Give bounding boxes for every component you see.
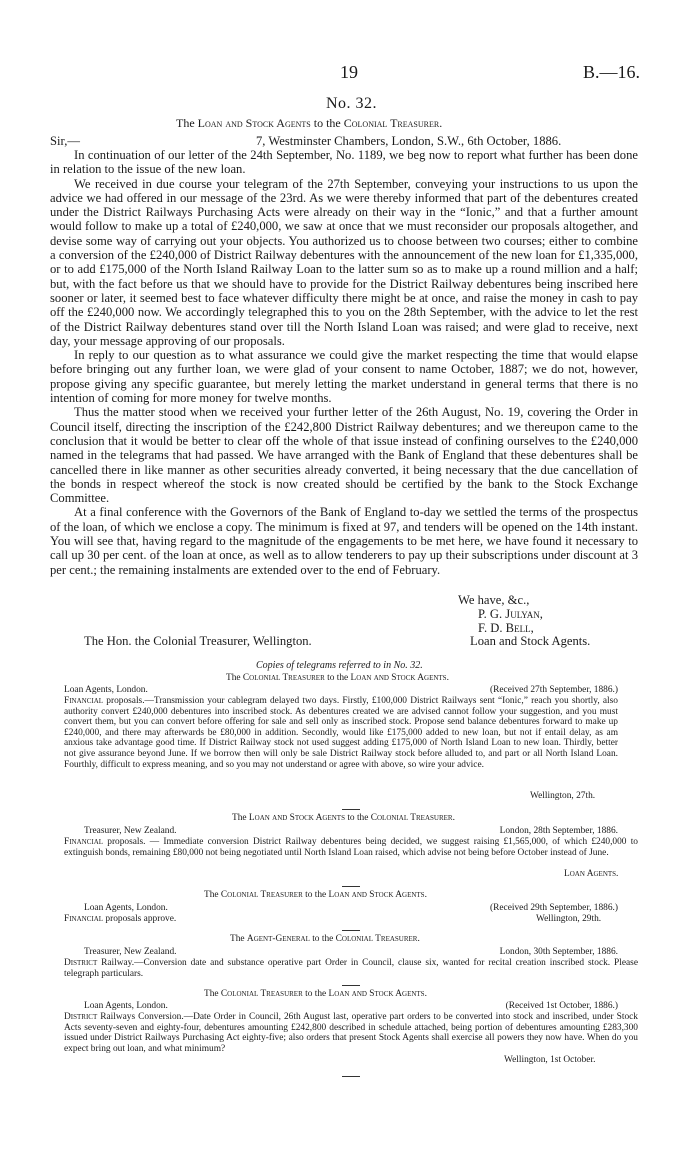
telegram-body: District Railways Conversion.—Date Order in Council, 26th August last, operative part orders to be converted into stock and inscribed, under Stock Acts seventy-seven and eighty-four, debentures amounting £242,800 described in schedule attached, being portion of debentures amounting £283,300 issued under District Railways Purchasing Act eighty-five; also orders that present Stock Agents shall exercise all powers they now have. When do you expect bring out loan, and what minimum? [64,1012,638,1054]
paragraph: At a final conference with the Governors of the Bank of England to-day we settled the terms of the prospectus of the loan, of which we enclose a copy. The minimum is fixed at 97, and tenders will be opened on the 14th instant. You will see that, having regard to the magnitude of the engagements to be met here, we have found it necessary to call up 30 per cent. of the loan at once, as well as to allow tenderers to pay up their subscriptions under discount at 3 per cent.; the remaining instalments are extended over to the end of February. [50,505,638,577]
paragraph: Thus the matter stood when we received your further letter of the 26th August, No. 19, covering the Order in Council itself, directing the inscription of the £242,800 District Railway debentures; and we thereupon came to the conclusion that it would be better to clear off the whole of that issue instead of confining ourselves to the £240,000 named in the telegrams that had passed. We have arranged with the Bank of England that these debentures shall be cancelled there in like manner as other securities already converted, it being necessary that the due cancellation of the bonds in respect whereof the stock is now created should be certified by the bank to the Stock Exchange Committee. [50,405,638,506]
telegram-recipient: Treasurer, New Zealand. [84,947,177,957]
telegram-body: Financial proposals.—Transmission your cablegram delayed two days. Firstly, £100,000 District Railways sent “Ionic,” reach you shortly, also authority convert £240,000 debentures into inscribed stock. As debentures created we are advised cannot follow your suggestion, and you must convert them, but you can convert before offering for sale and sell only as inscribed stock. Propose send balance debentures forward to make up £240,000, and there may afterwards be £80,000 in addition. Secondly, would like £175,000 added to new loan, but not if entail delay, as am anxious take advantage good time. If District Railway stock not used suggest adding £175,000 of North Island Loan to new loan. Thirdly, better not give assurance beyond June. If we borrow then will only be sale District Railway stock before alluded to, and part or all North Island Loan. Fourthly, difficult to express meaning, and so you may not understand or agree with above, so wire your advice. [64,696,618,770]
paragraph: In continuation of our letter of the 24th September, No. 1189, we beg now to report what further has been done in relation to the issue of the new loan. [50,148,638,177]
divider [342,930,360,931]
telegram [84,903,618,914]
divider [342,1076,360,1077]
signatory-title: Loan and Stock Agents. [470,634,591,648]
telegram [84,1001,618,1012]
telegram [64,685,618,696]
paragraph: In reply to our question as to what assurance we could give the market respecting the time that would elapse before bringing out any further loan, we were glad of your consent to name October, 1887; we do not, however, propose giving any specific guarantee, but merely letting the market understand in general terms that there is no intention of coming for more money for twelve months. [50,348,638,406]
telegram-footer: Wellington, 1st October. [500,1055,595,1066]
telegram [84,826,618,837]
telegram-heading: The Colonial Treasurer to the Loan and Stock Agents. [226,673,449,683]
addressee: The Hon. the Colonial Treasurer, Wellington. [84,634,312,648]
telegram-footer: Wellington, 29th. [536,914,602,924]
salutation: Sir,— [50,134,80,148]
telegram-heading: The Agent-General to the Colonial Treasurer. [230,934,420,944]
divider [342,985,360,986]
letter-body [50,148,638,577]
paragraph: We received in due course your telegram of the 27th September, conveying your instructions to us upon the advice we had offered in our message of the 23rd. As we were thereby informed that part of the debentures created under the District Railways Purchasing Acts were already on their way in the “Ionic,” and that a further amount would follow to make up a total of £240,000, we saw at once that we must reconsider our proposals altogether, and devise some way of carrying out your objects. You authorized us to choose between two courses; either to combine a conversion of the £240,000 of District Railway debentures with the announcement of the new loan for £1,335,000, or to add £175,000 of the North Island Railway Loan to the latter sum so as to make up a round million and a half; but, with the fact before us that we should have to provide for the District Railway debentures being inscribed here sooner or later, it seemed best to face whatever difficulty there might be at once, and raise the money in cash to pay off the £240,000 now. We accordingly telegraphed this to you on the 28th September, with the advice to let the rest of the District Railway debentures stand over till the North Island Loan was raised; and were glad to receive, next day, your message approving of our proposals. [50,176,638,348]
telegram-recipient: Loan Agents, London. [64,685,148,695]
telegram [84,947,618,958]
signatory-bell: F. D. Bell, [478,621,534,635]
telegram-recipient: Treasurer, New Zealand. [84,826,177,836]
telegram-date: (Received 27th September, 1886.) [490,685,618,695]
telegram-footer: Loan Agents. [564,869,619,879]
telegram-date: London, 28th September, 1886. [499,826,618,836]
telegram-body: Financial proposals approve. [64,914,177,924]
page-number: 19 [340,62,358,82]
telegram-date: London, 30th September, 1886. [499,947,618,957]
telegram-footer: Wellington, 27th. [530,791,596,801]
letter-number: No. 32. [326,95,378,112]
divider [342,886,360,887]
telegram-body: District Railway.—Conversion date and substance operative part Order in Council, clause six, wanted for recital creation inscribed stock. Please telegraph particulars. [64,958,638,979]
telegram-date: (Received 29th September, 1886.) [490,903,618,913]
telegram-heading: The Loan and Stock Agents to the Colonial Treasurer. [232,813,455,823]
telegram-date: (Received 1st October, 1886.) [505,1001,618,1011]
telegram-heading: The Colonial Treasurer to the Loan and Stock Agents. [204,890,427,900]
telegram-heading: The Colonial Treasurer to the Loan and Stock Agents. [204,989,427,999]
closing: We have, &c., [458,593,530,607]
section-code: B.—16. [583,62,641,82]
sender-address: 7, Westminster Chambers, London, S.W., 6th October, 1886. [256,134,562,148]
telegram-recipient: Loan Agents, London. [84,1001,168,1011]
telegram-recipient: Loan Agents, London. [84,903,168,913]
signatory-julyan: P. G. Julyan, [478,607,543,621]
telegrams-heading: Copies of telegrams referred to in No. 32. [256,660,423,671]
divider [342,809,360,810]
telegram-body: Financial proposals. — Immediate conversion District Railway debentures being decided, we suggest raising £1,565,000, of which £240,000 to extinguish bonds, remaining £80,000 not being negotiated until North Island Loan raised, which advise not being before October instead of June. [64,837,638,858]
letter-title: The Loan and Stock Agents to the Colonial Treasurer. [176,116,443,130]
